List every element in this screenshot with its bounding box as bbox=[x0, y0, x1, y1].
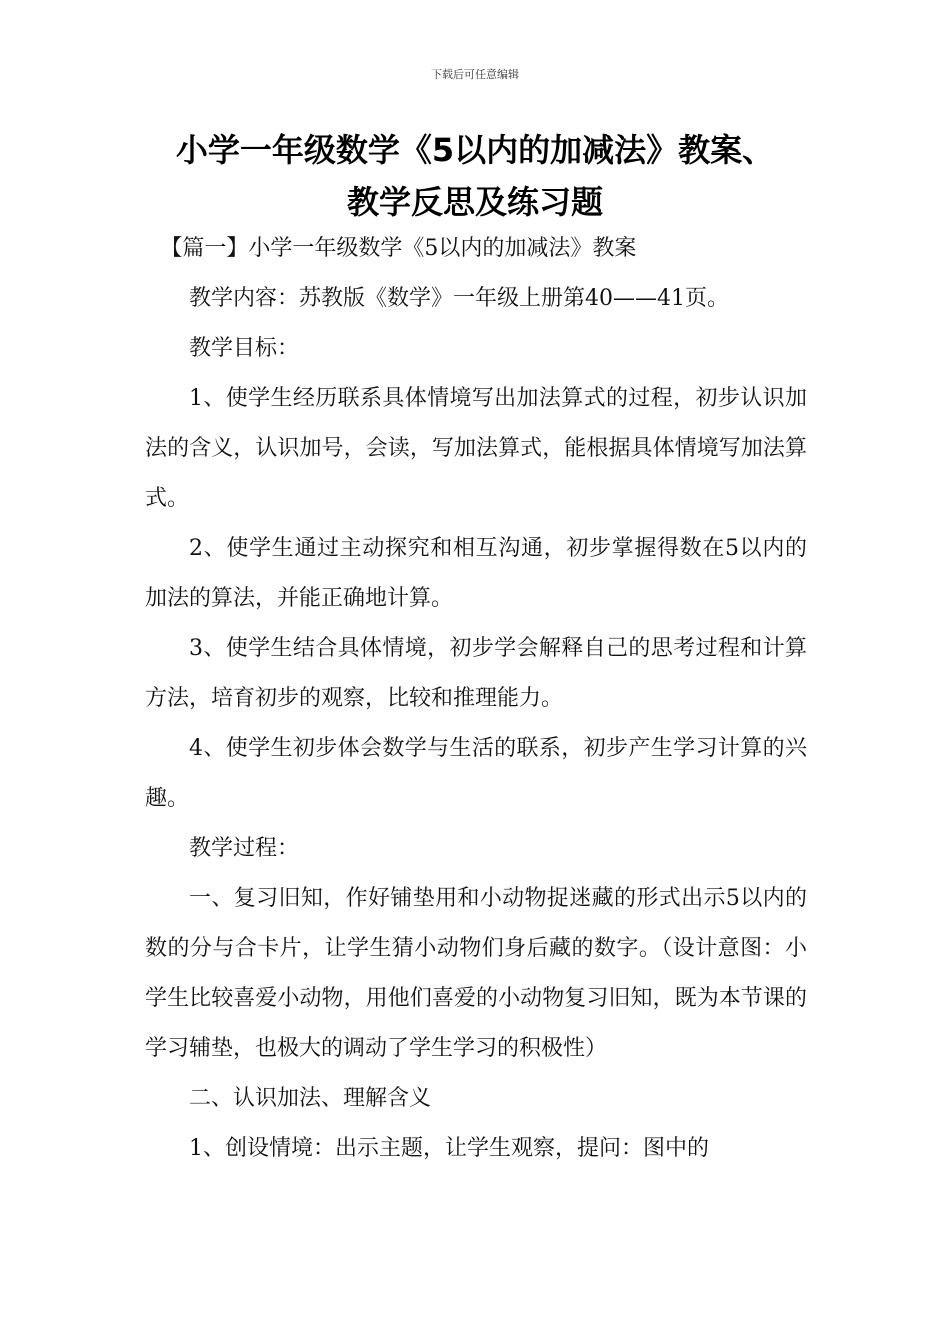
paragraph-process-heading: 教学过程： bbox=[189, 836, 300, 861]
paragraph-step-1: 一、复习旧知，作好铺垫用和小动物捉迷藏的形式出示5以内的数的分与合卡片，让学生猜小动物们身后藏的数字。（设计意图：小学生比较喜爱小动物，用他们喜爱的小动物复习旧知，既为本节课的学习辅垫，也极大的调动了学生学习的积极性） bbox=[145, 886, 807, 1061]
title-line-2: 教学反思及练习题 bbox=[346, 183, 603, 221]
paragraph-step-2-1: 1、创设情境：出示主题，让学生观察，提问：图中的 bbox=[189, 1136, 709, 1161]
header-note: 下载后可任意编辑 bbox=[431, 68, 519, 81]
paragraph-step-2: 二、认识加法、理解含义 bbox=[189, 1086, 432, 1111]
document-title bbox=[120, 124, 830, 228]
title-line-1: 小学一年级数学《5以内的加减法》教案、 bbox=[175, 131, 775, 169]
paragraph-objective-4: 4、使学生初步体会数学与生活的联系，初步产生学习计算的兴趣。 bbox=[145, 736, 807, 811]
paragraph-teaching-content: 教学内容：苏教版《数学》一年级上册第40——41页。 bbox=[189, 286, 729, 311]
section-heading: 【篇一】小学一年级数学《5以内的加减法》教案 bbox=[160, 236, 637, 261]
paragraph-objectives-heading: 教学目标： bbox=[189, 336, 300, 361]
paragraph-objective-1: 1、使学生经历联系具体情境写出加法算式的过程，初步认识加法的含义，认识加号，会读，写加法算式，能根据具体情境写加法算式。 bbox=[145, 386, 807, 511]
paragraph-objective-2: 2、使学生通过主动探究和相互沟通，初步掌握得数在5以内的加法的算法，并能正确地计算。 bbox=[145, 536, 807, 611]
paragraph-objective-3: 3、使学生结合具体情境，初步学会解释自己的思考过程和计算方法，培育初步的观察，比较和推理能力。 bbox=[145, 636, 807, 711]
document-body bbox=[145, 224, 807, 1174]
